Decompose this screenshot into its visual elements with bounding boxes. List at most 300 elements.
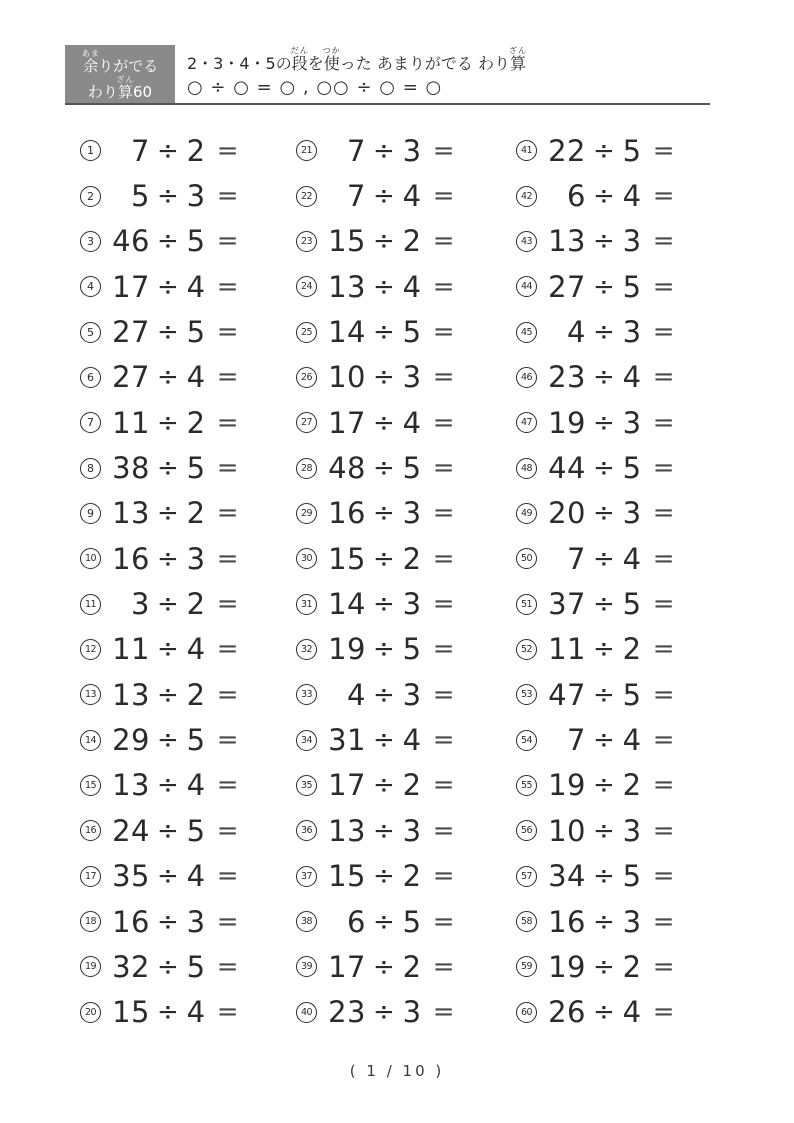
problem-number-badge: 12 — [80, 639, 101, 660]
division-icon: ÷ — [593, 679, 615, 710]
divisor: 5 — [622, 677, 642, 712]
divisor: 3 — [402, 813, 422, 848]
dividend: 6 — [567, 179, 586, 214]
divisor: 5 — [186, 224, 206, 259]
dividend: 7 — [131, 133, 150, 168]
problem-row — [296, 491, 496, 536]
problem-row — [80, 355, 280, 400]
dividend: 44 — [548, 451, 586, 486]
equals-sign: = — [652, 453, 675, 484]
division-icon: ÷ — [157, 362, 179, 393]
division-icon: ÷ — [157, 725, 179, 756]
equals-sign: = — [216, 498, 239, 529]
problem-number-badge: 50 — [516, 548, 537, 569]
divisor: 4 — [622, 179, 642, 214]
equals-sign: = — [432, 815, 455, 846]
equals-sign: = — [216, 271, 239, 302]
problem-row — [80, 990, 280, 1035]
problem-row — [296, 717, 496, 762]
division-icon: ÷ — [373, 906, 395, 937]
problem-row — [296, 899, 496, 944]
dividend: 22 — [548, 133, 586, 168]
equals-sign: = — [432, 634, 455, 665]
problem-row — [80, 219, 280, 264]
problem-number-badge: 40 — [296, 1002, 317, 1023]
division-icon: ÷ — [157, 407, 179, 438]
dividend: 27 — [112, 315, 150, 350]
equals-sign: = — [652, 362, 675, 393]
problem-row — [296, 264, 496, 309]
dividend: 13 — [112, 677, 150, 712]
problem-row — [516, 173, 716, 218]
dividend: 31 — [328, 723, 366, 758]
divisor: 4 — [622, 360, 642, 395]
equals-sign: = — [432, 997, 455, 1028]
problem-number-badge: 23 — [296, 231, 317, 252]
problem-number-badge: 46 — [516, 367, 537, 388]
division-icon: ÷ — [157, 589, 179, 620]
division-icon: ÷ — [593, 634, 615, 665]
dividend: 47 — [548, 677, 586, 712]
division-icon: ÷ — [157, 271, 179, 302]
divisor: 4 — [186, 632, 206, 667]
division-icon: ÷ — [593, 317, 615, 348]
equals-sign: = — [652, 181, 675, 212]
problem-row — [296, 400, 496, 445]
dividend: 23 — [328, 995, 366, 1030]
problem-row — [80, 672, 280, 717]
dividend: 7 — [347, 179, 366, 214]
divisor: 5 — [186, 451, 206, 486]
equals-sign: = — [432, 407, 455, 438]
division-icon: ÷ — [373, 543, 395, 574]
dividend: 23 — [548, 360, 586, 395]
divisor: 2 — [622, 949, 642, 984]
divisor: 2 — [186, 496, 206, 531]
equals-sign: = — [652, 226, 675, 257]
equals-sign: = — [432, 770, 455, 801]
problem-number-badge: 22 — [296, 186, 317, 207]
problem-number-badge: 31 — [296, 594, 317, 615]
problem-row — [296, 944, 496, 989]
problem-number-badge: 19 — [80, 956, 101, 977]
problem-number-badge: 25 — [296, 322, 317, 343]
problem-number-badge: 52 — [516, 639, 537, 660]
divisor: 2 — [186, 677, 206, 712]
divisor: 2 — [186, 405, 206, 440]
equals-sign: = — [216, 906, 239, 937]
problem-row — [516, 990, 716, 1035]
division-icon: ÷ — [593, 453, 615, 484]
division-icon: ÷ — [157, 997, 179, 1028]
dividend: 17 — [328, 949, 366, 984]
dividend: 15 — [328, 224, 366, 259]
problem-row — [296, 672, 496, 717]
dividend: 16 — [548, 904, 586, 939]
equals-sign: = — [216, 453, 239, 484]
equals-sign: = — [652, 589, 675, 620]
problem-number-badge: 21 — [296, 140, 317, 161]
dividend: 7 — [347, 133, 366, 168]
problem-row — [516, 355, 716, 400]
equals-sign: = — [652, 725, 675, 756]
problem-number-badge: 57 — [516, 866, 537, 887]
dividend: 48 — [328, 451, 366, 486]
problem-number-badge: 41 — [516, 140, 537, 161]
equals-sign: = — [216, 135, 239, 166]
equals-sign: = — [652, 906, 675, 937]
problem-row — [516, 264, 716, 309]
problem-row — [296, 763, 496, 808]
equals-sign: = — [432, 543, 455, 574]
equals-sign: = — [432, 725, 455, 756]
divisor: 5 — [402, 315, 422, 350]
problem-row — [516, 899, 716, 944]
division-icon: ÷ — [373, 407, 395, 438]
equals-sign: = — [652, 861, 675, 892]
equals-sign: = — [652, 951, 675, 982]
divisor: 4 — [622, 723, 642, 758]
equals-sign: = — [432, 362, 455, 393]
equals-sign: = — [652, 271, 675, 302]
problem-number-badge: 39 — [296, 956, 317, 977]
problem-row — [516, 581, 716, 626]
problem-row — [516, 763, 716, 808]
problem-number-badge: 1 — [80, 140, 101, 161]
problem-row — [296, 808, 496, 853]
problem-row — [296, 627, 496, 672]
problem-number-badge: 9 — [80, 503, 101, 524]
problems-column-3 — [516, 128, 716, 1035]
equals-sign: = — [216, 815, 239, 846]
equals-sign: = — [432, 271, 455, 302]
header-divider — [65, 103, 710, 105]
dividend: 10 — [548, 813, 586, 848]
problem-number-badge: 33 — [296, 684, 317, 705]
divisor: 2 — [402, 949, 422, 984]
problem-row — [80, 944, 280, 989]
dividend: 19 — [548, 949, 586, 984]
divisor: 3 — [186, 179, 206, 214]
equals-sign: = — [216, 181, 239, 212]
equals-sign: = — [652, 997, 675, 1028]
divisor: 3 — [186, 904, 206, 939]
division-icon: ÷ — [157, 770, 179, 801]
equals-sign: = — [216, 226, 239, 257]
dividend: 10 — [328, 360, 366, 395]
problem-number-badge: 48 — [516, 458, 537, 479]
divisor: 3 — [186, 541, 206, 576]
problem-row — [516, 219, 716, 264]
divisor: 4 — [186, 859, 206, 894]
division-icon: ÷ — [157, 951, 179, 982]
dividend: 16 — [112, 904, 150, 939]
problem-number-badge: 7 — [80, 412, 101, 433]
problem-number-badge: 32 — [296, 639, 317, 660]
dividend: 13 — [328, 813, 366, 848]
division-icon: ÷ — [373, 589, 395, 620]
division-icon: ÷ — [593, 498, 615, 529]
division-icon: ÷ — [373, 815, 395, 846]
problem-number-badge: 54 — [516, 730, 537, 751]
divisor: 2 — [402, 859, 422, 894]
equals-sign: = — [652, 498, 675, 529]
division-icon: ÷ — [373, 362, 395, 393]
problem-row — [80, 400, 280, 445]
divisor: 3 — [402, 360, 422, 395]
equals-sign: = — [432, 181, 455, 212]
problem-number-badge: 56 — [516, 820, 537, 841]
problem-number-badge: 49 — [516, 503, 537, 524]
equals-sign: = — [432, 226, 455, 257]
division-icon: ÷ — [373, 770, 395, 801]
equals-sign: = — [432, 135, 455, 166]
problem-number-badge: 59 — [516, 956, 537, 977]
divisor: 3 — [622, 224, 642, 259]
dividend: 16 — [112, 541, 150, 576]
divisor: 3 — [402, 995, 422, 1030]
dividend: 16 — [328, 496, 366, 531]
problem-number-badge: 55 — [516, 775, 537, 796]
dividend: 13 — [548, 224, 586, 259]
problem-number-badge: 14 — [80, 730, 101, 751]
divisor: 3 — [402, 133, 422, 168]
problem-number-badge: 3 — [80, 231, 101, 252]
problem-number-badge: 6 — [80, 367, 101, 388]
dividend: 11 — [112, 405, 150, 440]
problem-number-badge: 51 — [516, 594, 537, 615]
problem-number-badge: 15 — [80, 775, 101, 796]
divisor: 4 — [186, 269, 206, 304]
divisor: 4 — [186, 995, 206, 1030]
problem-number-badge: 4 — [80, 276, 101, 297]
divisor: 2 — [186, 587, 206, 622]
dividend: 4 — [347, 677, 366, 712]
problem-row — [516, 128, 716, 173]
problem-number-badge: 30 — [296, 548, 317, 569]
divisor: 2 — [402, 768, 422, 803]
divisor: 5 — [186, 813, 206, 848]
problem-row — [80, 264, 280, 309]
equals-sign: = — [216, 407, 239, 438]
problem-row — [80, 763, 280, 808]
equals-sign: = — [216, 634, 239, 665]
problem-row — [516, 491, 716, 536]
equals-sign: = — [652, 815, 675, 846]
dividend: 29 — [112, 723, 150, 758]
division-icon: ÷ — [593, 181, 615, 212]
problem-number-badge: 37 — [296, 866, 317, 887]
problem-row — [80, 808, 280, 853]
division-icon: ÷ — [593, 135, 615, 166]
division-icon: ÷ — [593, 362, 615, 393]
worksheet-header — [187, 46, 527, 99]
divisor: 4 — [402, 405, 422, 440]
dividend: 27 — [548, 269, 586, 304]
division-icon: ÷ — [157, 543, 179, 574]
problem-row — [296, 445, 496, 490]
problem-pattern: ○ ÷ ○ = ○ , ○○ ÷ ○ = ○ — [187, 77, 443, 99]
problem-number-badge: 2 — [80, 186, 101, 207]
division-icon: ÷ — [373, 498, 395, 529]
problem-number-badge: 17 — [80, 866, 101, 887]
divisor: 5 — [402, 451, 422, 486]
dividend: 7 — [567, 723, 586, 758]
equals-sign: = — [216, 589, 239, 620]
problem-number-badge: 24 — [296, 276, 317, 297]
division-icon: ÷ — [157, 135, 179, 166]
dividend: 15 — [112, 995, 150, 1030]
badge-line-2: わり算ざん60 — [87, 74, 153, 101]
equals-sign: = — [216, 997, 239, 1028]
problem-number-badge: 8 — [80, 458, 101, 479]
division-icon: ÷ — [373, 679, 395, 710]
divisor: 2 — [622, 768, 642, 803]
problem-number-badge: 38 — [296, 911, 317, 932]
divisor: 3 — [402, 496, 422, 531]
problem-row — [516, 400, 716, 445]
division-icon: ÷ — [373, 226, 395, 257]
dividend: 17 — [328, 768, 366, 803]
problem-row — [516, 536, 716, 581]
division-icon: ÷ — [373, 951, 395, 982]
equals-sign: = — [216, 951, 239, 982]
division-icon: ÷ — [593, 770, 615, 801]
division-icon: ÷ — [157, 861, 179, 892]
divisor: 3 — [622, 315, 642, 350]
dividend: 26 — [548, 995, 586, 1030]
divisor: 5 — [622, 859, 642, 894]
problem-number-badge: 27 — [296, 412, 317, 433]
problem-row — [516, 854, 716, 899]
problem-row — [80, 536, 280, 581]
divisor: 4 — [402, 269, 422, 304]
divisor: 5 — [186, 723, 206, 758]
problem-row — [296, 173, 496, 218]
dividend: 34 — [548, 859, 586, 894]
divisor: 5 — [622, 133, 642, 168]
division-icon: ÷ — [593, 407, 615, 438]
divisor: 3 — [622, 496, 642, 531]
problem-number-badge: 26 — [296, 367, 317, 388]
problem-number-badge: 53 — [516, 684, 537, 705]
dividend: 13 — [112, 496, 150, 531]
dividend: 11 — [548, 632, 586, 667]
problem-row — [296, 581, 496, 626]
dividend: 38 — [112, 451, 150, 486]
dividend: 14 — [328, 315, 366, 350]
problem-row — [80, 854, 280, 899]
dividend: 19 — [548, 768, 586, 803]
problem-number-badge: 36 — [296, 820, 317, 841]
problem-row — [516, 627, 716, 672]
division-icon: ÷ — [373, 861, 395, 892]
problem-number-badge: 58 — [516, 911, 537, 932]
problem-row — [80, 128, 280, 173]
division-icon: ÷ — [157, 679, 179, 710]
problems-grid — [0, 128, 794, 1035]
problem-row — [80, 173, 280, 218]
divisor: 4 — [186, 768, 206, 803]
divisor: 5 — [186, 949, 206, 984]
division-icon: ÷ — [373, 271, 395, 302]
equals-sign: = — [432, 589, 455, 620]
equals-sign: = — [216, 861, 239, 892]
problem-row — [80, 899, 280, 944]
dividend: 27 — [112, 360, 150, 395]
problem-row — [80, 445, 280, 490]
division-icon: ÷ — [373, 181, 395, 212]
equals-sign: = — [216, 317, 239, 348]
problem-number-badge: 28 — [296, 458, 317, 479]
division-icon: ÷ — [593, 589, 615, 620]
division-icon: ÷ — [593, 226, 615, 257]
problem-number-badge: 35 — [296, 775, 317, 796]
equals-sign: = — [216, 725, 239, 756]
equals-sign: = — [432, 679, 455, 710]
problem-row — [516, 672, 716, 717]
dividend: 20 — [548, 496, 586, 531]
problem-row — [80, 627, 280, 672]
problem-row — [296, 128, 496, 173]
dividend: 3 — [131, 587, 150, 622]
divisor: 4 — [622, 541, 642, 576]
division-icon: ÷ — [157, 498, 179, 529]
problems-column-1 — [80, 128, 280, 1035]
equals-sign: = — [216, 770, 239, 801]
divisor: 4 — [186, 360, 206, 395]
divisor: 3 — [622, 904, 642, 939]
division-icon: ÷ — [593, 906, 615, 937]
problem-number-badge: 5 — [80, 322, 101, 343]
dividend: 5 — [131, 179, 150, 214]
problem-number-badge: 20 — [80, 1002, 101, 1023]
worksheet-badge — [65, 45, 175, 103]
dividend: 13 — [112, 768, 150, 803]
division-icon: ÷ — [593, 543, 615, 574]
division-icon: ÷ — [593, 725, 615, 756]
divisor: 5 — [622, 587, 642, 622]
problem-row — [516, 808, 716, 853]
problem-row — [296, 990, 496, 1035]
dividend: 46 — [112, 224, 150, 259]
division-icon: ÷ — [373, 453, 395, 484]
division-icon: ÷ — [157, 317, 179, 348]
problem-number-badge: 18 — [80, 911, 101, 932]
division-icon: ÷ — [157, 181, 179, 212]
problem-number-badge: 43 — [516, 231, 537, 252]
divisor: 4 — [402, 179, 422, 214]
divisor: 5 — [402, 632, 422, 667]
division-icon: ÷ — [373, 725, 395, 756]
problem-row — [296, 309, 496, 354]
worksheet-title: 2・3・4・5の段だんを使つかった あまりがでる わり算ざん — [187, 46, 527, 73]
equals-sign: = — [432, 317, 455, 348]
problem-number-badge: 29 — [296, 503, 317, 524]
division-icon: ÷ — [593, 951, 615, 982]
problem-row — [516, 445, 716, 490]
equals-sign: = — [216, 362, 239, 393]
divisor: 5 — [622, 451, 642, 486]
page-indicator: ( 1 / 10 ) — [349, 1062, 445, 1080]
equals-sign: = — [432, 861, 455, 892]
dividend: 14 — [328, 587, 366, 622]
problem-row — [296, 355, 496, 400]
divisor: 2 — [402, 224, 422, 259]
division-icon: ÷ — [593, 815, 615, 846]
badge-line-1: 余あまりがでる — [81, 49, 159, 75]
division-icon: ÷ — [373, 997, 395, 1028]
